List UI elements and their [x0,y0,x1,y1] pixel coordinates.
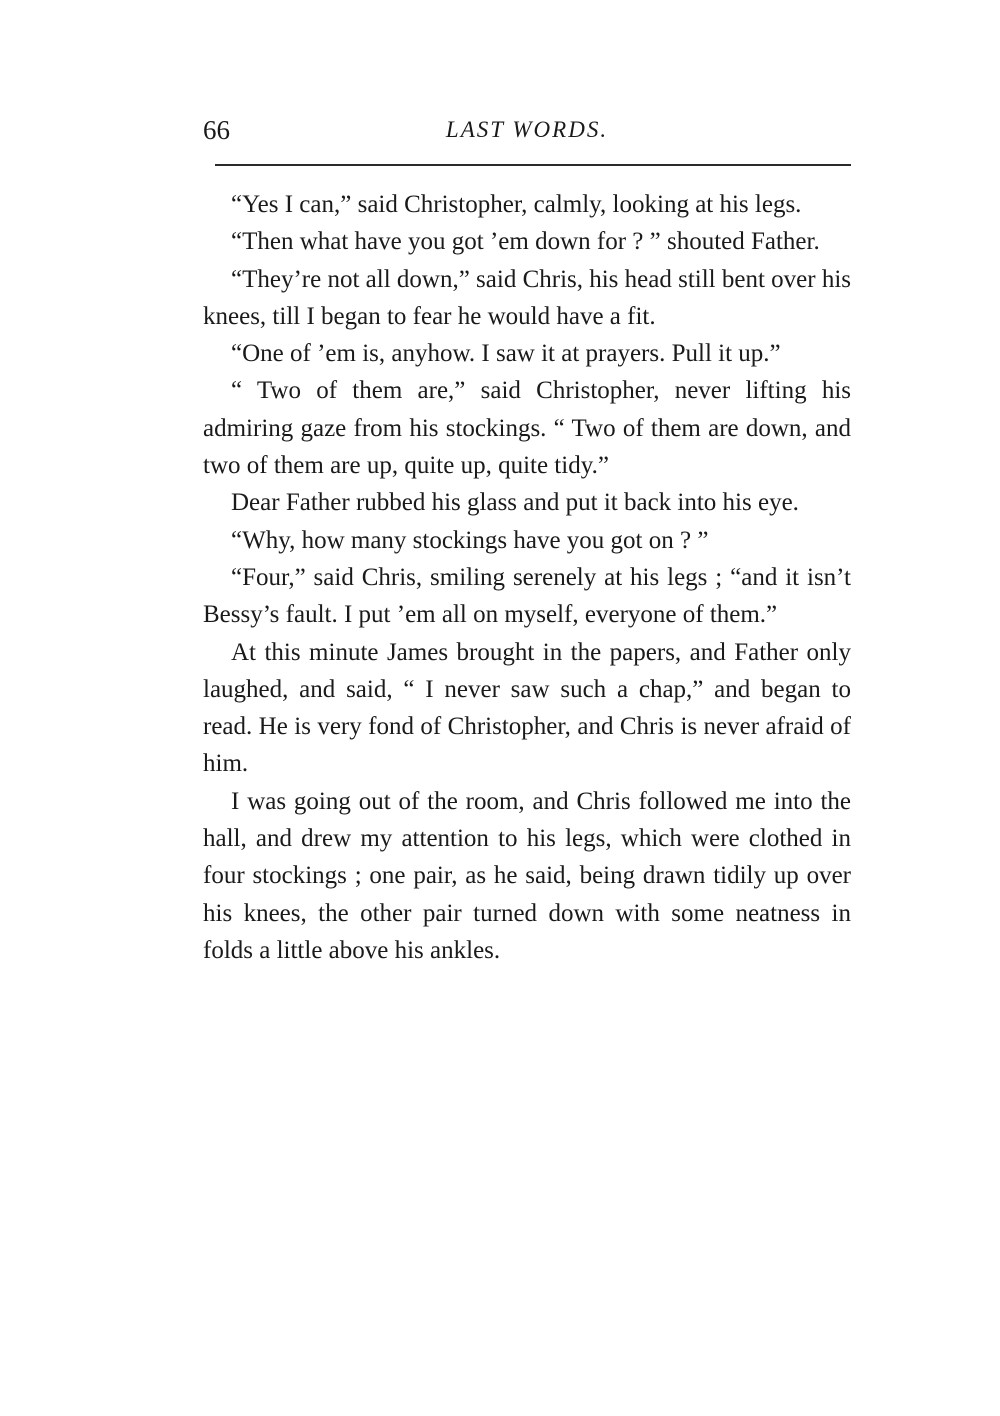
paragraph: “Yes I can,” said Christopher, calmly, looking at his legs. [231,191,802,218]
paragraph: Dear Father rubbed his glass and put it back into his eye. [231,489,799,517]
paragraph: “Why, how many stockings have you got on ? ” [231,526,709,554]
body-text [203,186,851,969]
paragraph: “One of ’em is, anyhow. I saw it at prayers. Pull it up.” [231,340,781,368]
page-number: 66 [203,115,230,145]
paragraph: “They’re not all down,” said Chris, his head still bent over his knees, till I began to fear he would have a fit. [203,265,852,330]
paragraph: “Four,” said Chris, smiling serenely at his legs ; “and it isn’t Bessy’s fault. I put ’em all on myself, everyone of them.” [203,563,851,629]
paragraph: “Then what have you got ’em down for ? ” shouted Father. [231,228,820,256]
paragraph: “ Two of them are,” said Christopher, never lifting his admiring gaze from his stockings. “ Two of them are down, and two of them are up, quite up, quite tidy.” [203,377,851,480]
paragraph: I was going out of the room, and Chris followed me into the hall, and drew my attention to his legs, which were clothed in four stockings ; one pair, as he said, being drawn tidily up over his knees, the other pair turned down with some neatness in folds a little above his ankles. [203,787,851,964]
header-rule [215,164,851,166]
running-head: LAST WORDS. [445,117,609,142]
page-header [203,112,851,152]
paragraph: At this minute James brought in the papers, and Father only laughed, and said, “ I never saw such a chap,” and began to read. He is very fond of Christopher, and Chris is never afraid of him. [203,638,851,778]
